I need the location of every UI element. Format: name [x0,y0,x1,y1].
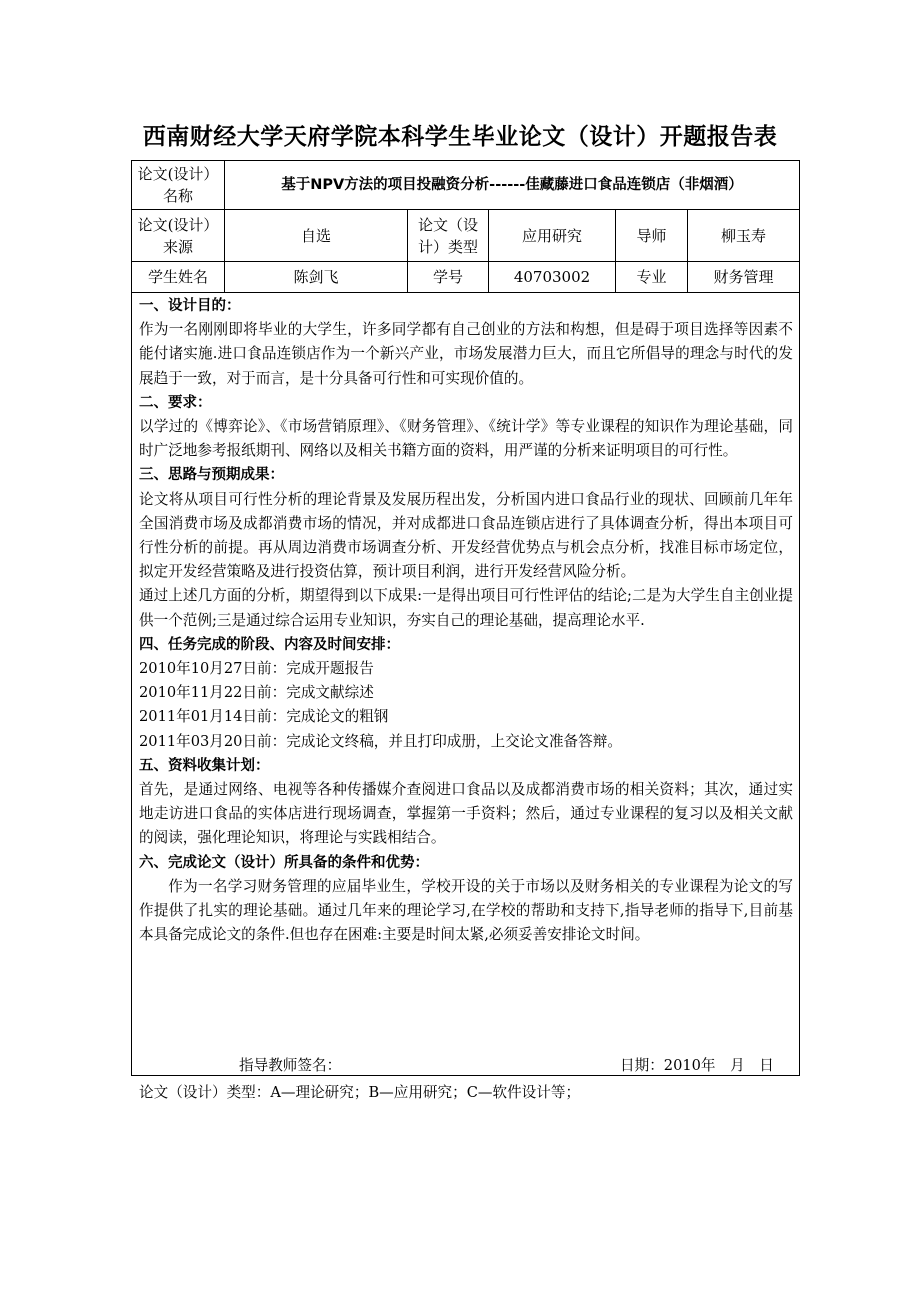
section-heading: 四、任务完成的阶段、内容及时间安排： [139,636,400,653]
section-paragraph: 作为一名刚刚即将毕业的大学生，许多同学都有自己创业的方法和构想，但是碍于项目选择等因素不能付诸实施.进口食品连锁店作为一个新兴产业，市场发展潜力巨大，而且它所倡导的理念与时代的发展趋于一致，对于而言，是十分具备可行性和可实现价值的。 [139,321,793,387]
schedule-item: 2011年03月20日前：完成论文终稿，并且打印成册，上交论文准备答辩。 [139,732,622,750]
section-heading: 二、要求： [139,394,212,411]
schedule-item: 2011年01月14日前：完成论文的粗钢 [139,708,389,726]
section-paragraph: 通过上述几方面的分析，期望得到以下成果:一是得出项目可行性评估的结论;二是为大学生自主创业提供一个范例;三是通过综合运用专业知识，夯实自己的理论基础，提高理论水平. [139,587,793,629]
student-id-label: 学号 [432,268,463,286]
source-label: 论文(设计） 来源 [137,215,219,256]
source-value: 自选 [300,226,331,245]
student-id-value: 40703002 [513,268,591,286]
page-title: 西南财经大学天府学院本科学生毕业论文（设计）开题报告表 [142,124,778,150]
section-heading: 一、设计目的： [139,298,241,314]
section-heading: 三、思路与预期成果： [139,467,284,484]
major-value: 财务管理 [713,268,774,286]
schedule-item: 2010年10月27日前：完成开题报告 [139,660,374,678]
student-label: 学生姓名 [147,268,208,286]
section-paragraph: 作为一名学习财务管理的应届毕业生，学校开设的关于市场以及财务相关的专业课程为论文的写作提供了扎实的理论基础。通过几年来的理论学习,在学校的帮助和支持下,指导老师的指导下,目前基本具备完成论文的条件.但也存在困难:主要是时间太紧,必须妥善安排论文时间。 [139,877,793,944]
signature-date: 日期：2010年 月 日 [620,1057,774,1074]
section-heading: 六、完成论文（设计）所具备的条件和优势： [139,854,429,871]
type-value: 应用研究 [521,226,582,245]
thesis-name-value: 基于NPV方法的项目投融资分析------佳藏藤进口食品连锁店（非烟酒） [281,177,743,193]
section-paragraph: 论文将从项目可行性分析的理论背景及发展历程出发，分析国内进口食品行业的现状、回顾前几年年全国消费市场及成都消费市场的情况，并对成都进口食品连锁店进行了具体调查分析，得出本项目可行性分析的前提。再从周边消费市场调查分析、开发经营优势点与机会点分析，找准目标市场定位，拟定开发经营策略及进行投资估算，预计项目利润，进行开发经营风险分析。 [139,490,793,581]
type-label: 论文（设 计）类型 [417,215,478,256]
thesis-name-label: 论文(设计） 名称 [137,165,219,205]
advisor-value: 柳玉寿 [720,226,766,245]
major-label: 专业 [636,268,667,286]
section-paragraph: 以学过的《博弈论》、《市场营销原理》、《财务管理》、《统计学》等专业课程的知识作为理论基础，同时广泛地参考报纸期刊、网络以及相关书籍方面的资料，用严谨的分析来证明项目的可行性。 [139,418,793,460]
type-footnote: 论文（设计）类型：A—理论研究；B—应用研究；C—软件设计等； [139,1084,581,1101]
student-value: 陈剑飞 [293,268,339,286]
schedule-item: 2010年11月22日前：完成文献综述 [139,684,374,702]
section-paragraph: 首先，是通过网络、电视等各种传播媒介查阅进口食品以及成都消费市场的相关资料；其次，通过实地走访进口食品的实体店进行现场调查，掌握第一手资料；然后，通过专业课程的复习以及相关文献的阅读，强化理论知识，将理论与实践相结合。 [139,781,793,847]
report-body [139,294,793,947]
table-rule [131,292,800,293]
section-heading: 五、资料收集计划： [139,757,270,774]
advisor-signature-label: 指导教师签名： [239,1057,342,1074]
advisor-label: 导师 [636,226,667,245]
